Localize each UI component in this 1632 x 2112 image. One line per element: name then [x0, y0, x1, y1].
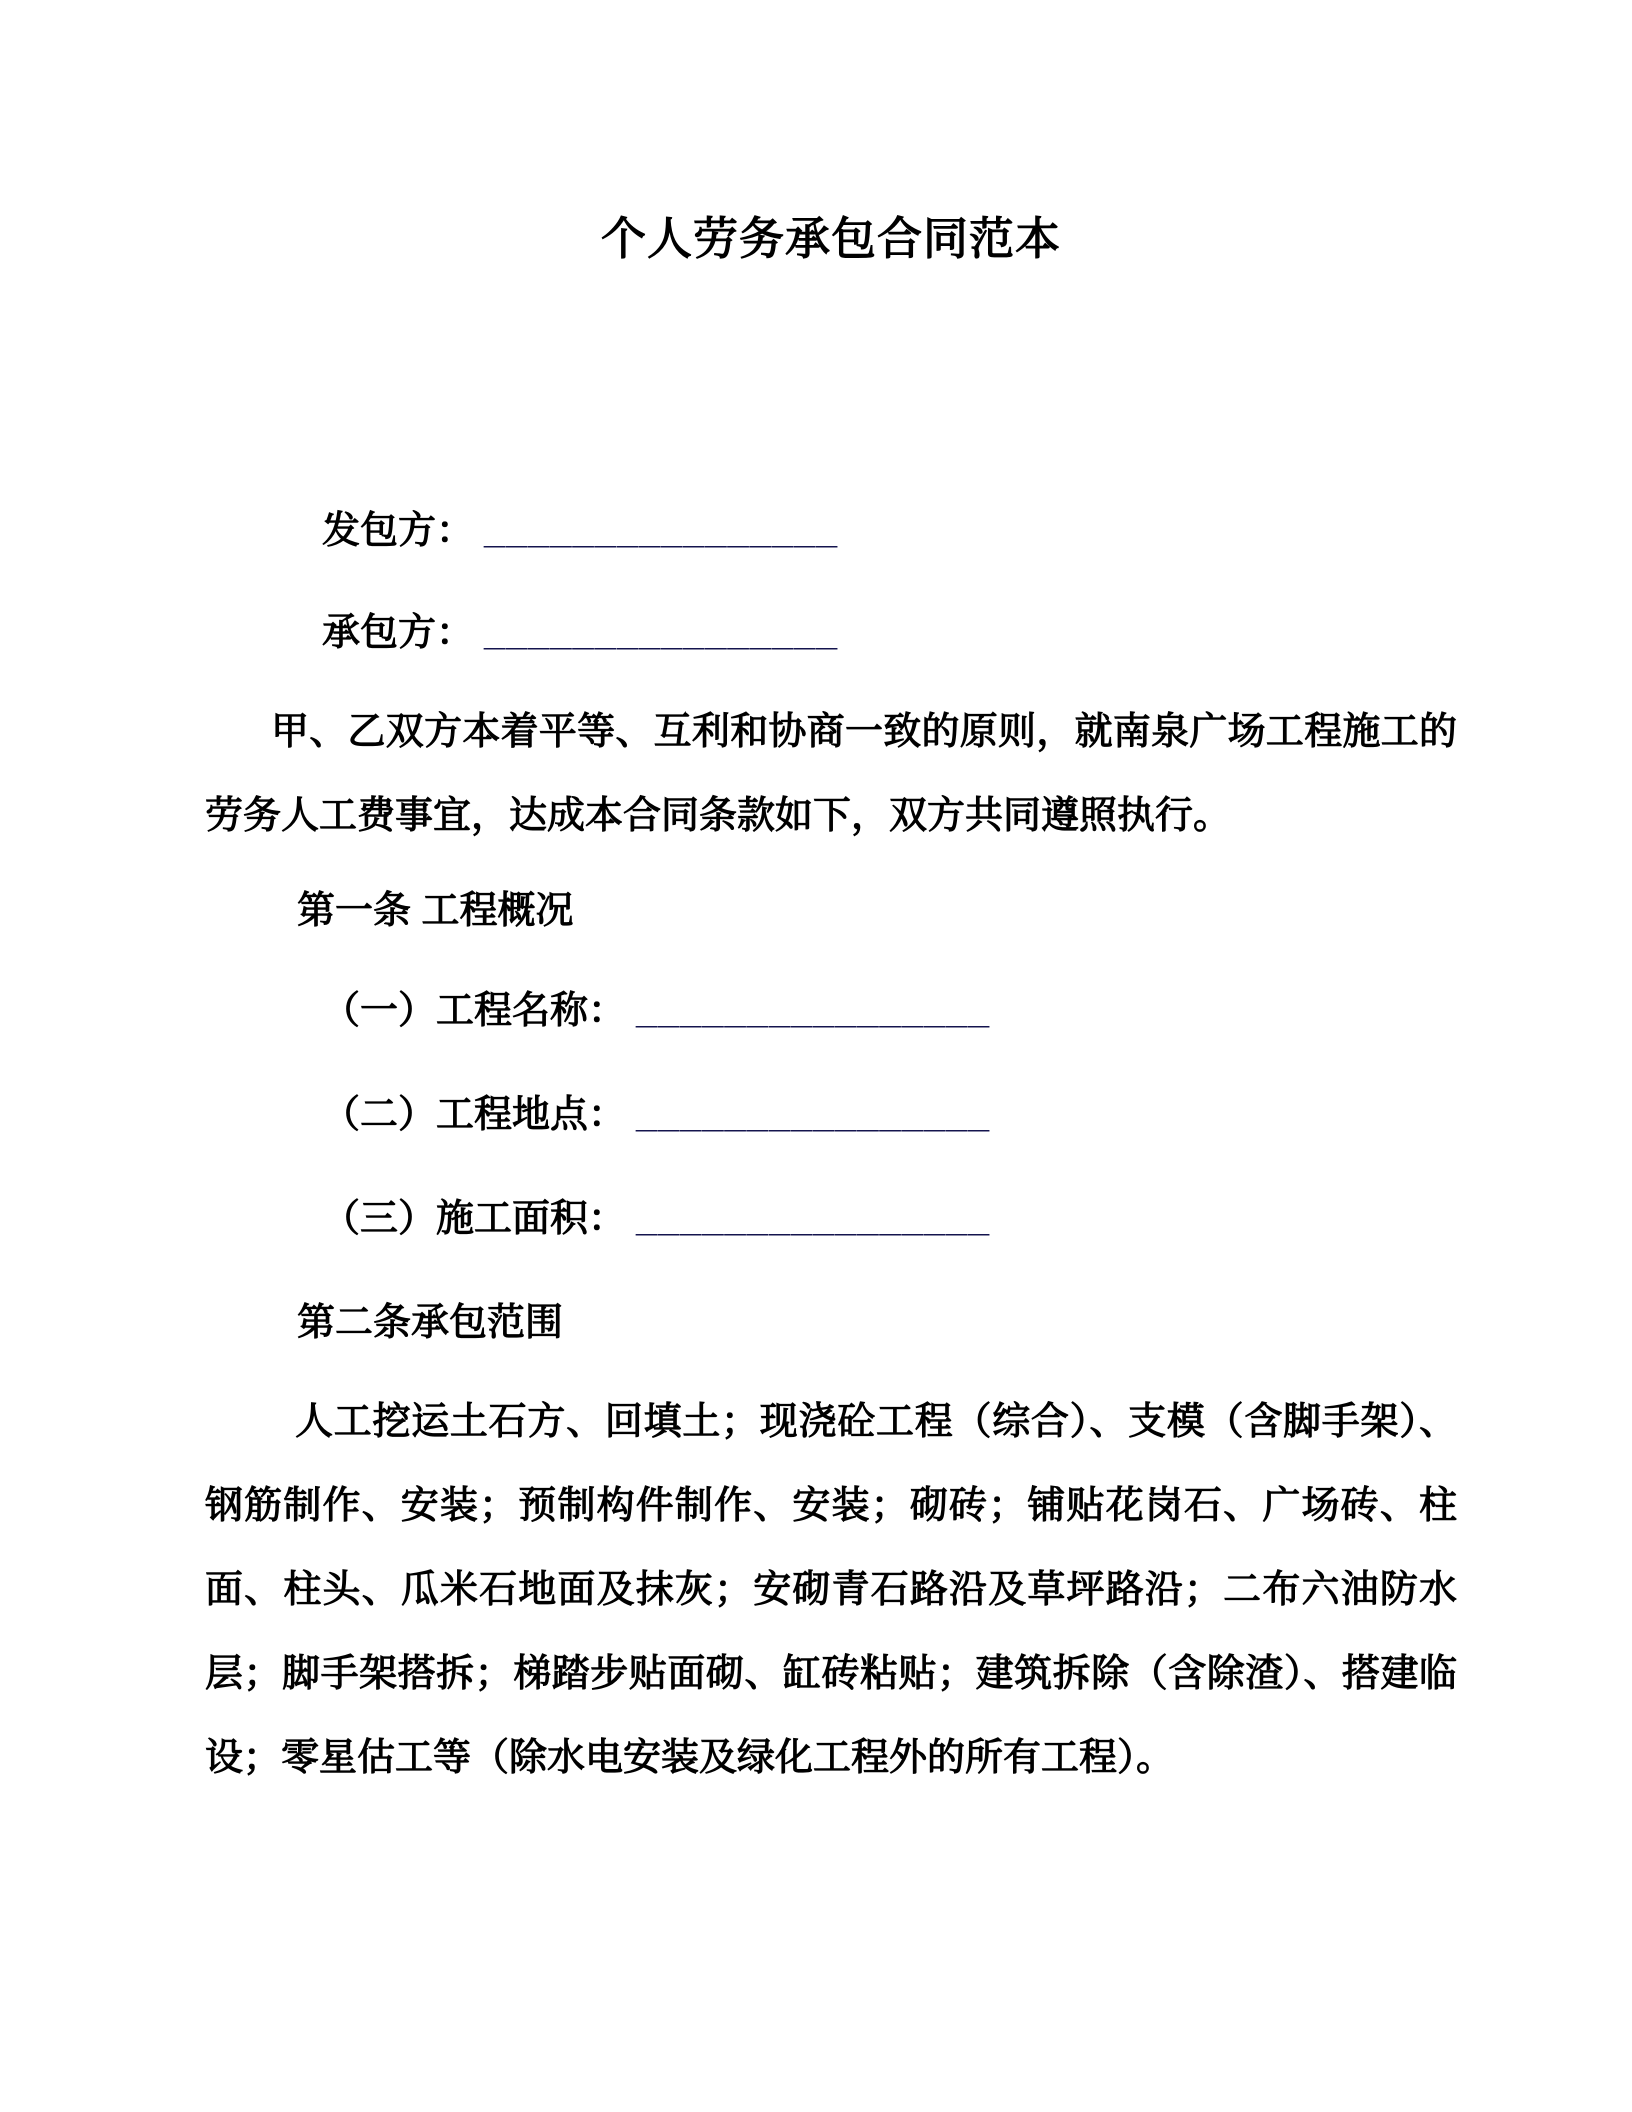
contractor-blank-line[interactable]: ________________: [484, 612, 839, 654]
project-name-blank-line[interactable]: ________________: [636, 990, 991, 1032]
party-fields: [205, 504, 1457, 660]
employer-field-row: [322, 504, 1457, 558]
document-title: 个人劳务承包合同范本: [600, 213, 1061, 264]
article-2-heading: 第二条承包范围: [297, 1302, 564, 1344]
project-name-label: （一）工程名称：: [322, 990, 627, 1032]
construction-area-row: [322, 1192, 1457, 1246]
contracting-scope-paragraph: 人工挖运土石方、回填土；现浇砼工程（综合）、支模（含脚手架）、钢筋制作、安装；预制构件制作、安装；砌砖；铺贴花岗石、广场砖、柱面、柱头、瓜米石地面及抹灰；安砌青石路沿及草坪路沿；二布六油防水层；脚手架搭拆；梯踏步贴面砌、缸砖粘贴；建筑拆除（含除渣）、搭建临设；零星估工等（除水电安装及绿化工程外的所有工程）。: [205, 1401, 1457, 1779]
employer-label: 发包方：: [322, 510, 475, 552]
project-name-row: [322, 984, 1457, 1038]
project-location-blank-line[interactable]: ________________: [636, 1094, 991, 1136]
project-location-row: [322, 1088, 1457, 1142]
contractor-field-row: [322, 606, 1457, 660]
intro-paragraph: 甲、乙双方本着平等、互利和协商一致的原则，就南泉广场工程施工的劳务人工费事宜，达成本合同条款如下，双方共同遵照执行。: [205, 711, 1457, 837]
project-location-label: （二）工程地点：: [322, 1094, 627, 1136]
article-1-heading: 第一条 工程概况: [297, 890, 574, 932]
construction-area-label: （三）施工面积：: [322, 1198, 627, 1240]
employer-blank-line[interactable]: ________________: [484, 510, 839, 552]
construction-area-blank-line[interactable]: ________________: [636, 1198, 991, 1240]
contractor-label: 承包方：: [322, 612, 475, 654]
